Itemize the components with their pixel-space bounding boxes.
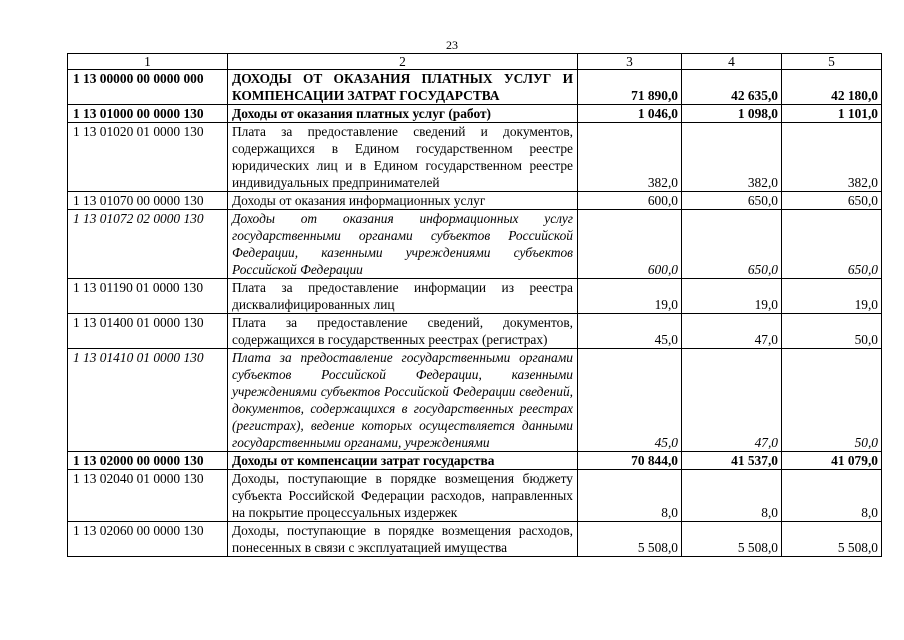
row-value-col-3: 71 890,0: [578, 70, 682, 105]
table-row: [68, 470, 882, 522]
row-value-col-3: 600,0: [578, 210, 682, 279]
table-row: [68, 522, 882, 557]
row-name: Плата за предоставление сведений, документов, содержащихся в государственных реестрах (регистрах): [228, 314, 578, 349]
table-row: [68, 279, 882, 314]
row-code: 1 13 01020 01 0000 130: [68, 123, 228, 192]
row-value-col-5: 5 508,0: [782, 522, 882, 557]
row-name: Доходы, поступающие в порядке возмещения расходов, понесенных в связи с эксплуатацией имущества: [228, 522, 578, 557]
table-row: [68, 314, 882, 349]
row-code: 1 13 01410 01 0000 130: [68, 349, 228, 452]
row-value-col-5: 50,0: [782, 349, 882, 452]
row-code: 1 13 01072 02 0000 130: [68, 210, 228, 279]
row-value-col-3: 600,0: [578, 192, 682, 210]
row-name: Доходы от компенсации затрат государства: [228, 452, 578, 470]
row-name: Плата за предоставление государственными органами субъектов Российской Федерации, казенными учреждениями субъектов Российской Федерации сведений, документов, содержащихся в государственных реестрах (регистрах), ведение которых осуществляется данными государственными органами, учреждениями: [228, 349, 578, 452]
page-number: 23: [446, 38, 458, 52]
row-value-col-4: 41 537,0: [682, 452, 782, 470]
header-col-3: 3: [578, 54, 682, 70]
revenue-table: [67, 53, 882, 557]
row-value-col-4: 1 098,0: [682, 105, 782, 123]
row-value-col-4: 42 635,0: [682, 70, 782, 105]
row-name: Доходы от оказания платных услуг (работ): [228, 105, 578, 123]
row-value-col-3: 5 508,0: [578, 522, 682, 557]
row-name: ДОХОДЫ ОТ ОКАЗАНИЯ ПЛАТНЫХ УСЛУГ И КОМПЕНСАЦИИ ЗАТРАТ ГОСУДАРСТВА: [228, 70, 578, 105]
row-value-col-5: 1 101,0: [782, 105, 882, 123]
row-value-col-5: 19,0: [782, 279, 882, 314]
table-row: [68, 452, 882, 470]
table-row: [68, 210, 882, 279]
table-row: [68, 123, 882, 192]
row-value-col-5: 50,0: [782, 314, 882, 349]
row-value-col-4: 8,0: [682, 470, 782, 522]
header-col-2: 2: [228, 54, 578, 70]
row-code: 1 13 00000 00 0000 000: [68, 70, 228, 105]
row-name: Доходы от оказания информационных услуг: [228, 192, 578, 210]
row-code: 1 13 01400 01 0000 130: [68, 314, 228, 349]
row-code: 1 13 02000 00 0000 130: [68, 452, 228, 470]
row-name: Доходы от оказания информационных услуг государственными органами субъектов Российской Федерации, казенными учреждениями субъектов Российской Федерации: [228, 210, 578, 279]
row-value-col-4: 650,0: [682, 210, 782, 279]
table-row: [68, 105, 882, 123]
row-name: Доходы, поступающие в порядке возмещения бюджету субъекта Российской Федерации расходов, направленных на покрытие процессуальных издержек: [228, 470, 578, 522]
row-value-col-3: 45,0: [578, 349, 682, 452]
row-value-col-5: 42 180,0: [782, 70, 882, 105]
row-name: Плата за предоставление информации из реестра дисквалифицированных лиц: [228, 279, 578, 314]
row-value-col-3: 382,0: [578, 123, 682, 192]
row-value-col-5: 41 079,0: [782, 452, 882, 470]
row-value-col-4: 382,0: [682, 123, 782, 192]
row-code: 1 13 02060 00 0000 130: [68, 522, 228, 557]
row-code: 1 13 02040 01 0000 130: [68, 470, 228, 522]
header-col-5: 5: [782, 54, 882, 70]
table-header-row: [68, 54, 882, 70]
row-code: 1 13 01000 00 0000 130: [68, 105, 228, 123]
row-value-col-3: 19,0: [578, 279, 682, 314]
table-row: [68, 192, 882, 210]
row-value-col-4: 5 508,0: [682, 522, 782, 557]
row-code: 1 13 01070 00 0000 130: [68, 192, 228, 210]
row-value-col-3: 45,0: [578, 314, 682, 349]
row-value-col-5: 8,0: [782, 470, 882, 522]
row-value-col-4: 19,0: [682, 279, 782, 314]
row-value-col-5: 650,0: [782, 210, 882, 279]
row-value-col-3: 8,0: [578, 470, 682, 522]
row-code: 1 13 01190 01 0000 130: [68, 279, 228, 314]
row-value-col-4: 47,0: [682, 349, 782, 452]
row-value-col-3: 1 046,0: [578, 105, 682, 123]
row-value-col-3: 70 844,0: [578, 452, 682, 470]
table-row: [68, 70, 882, 105]
row-value-col-4: 47,0: [682, 314, 782, 349]
row-value-col-5: 650,0: [782, 192, 882, 210]
header-col-4: 4: [682, 54, 782, 70]
row-value-col-4: 650,0: [682, 192, 782, 210]
row-name: Плата за предоставление сведений и документов, содержащихся в Едином государственном реестре юридических лиц и в Едином государственном реестре индивидуальных предпринимателей: [228, 123, 578, 192]
header-col-1: 1: [68, 54, 228, 70]
table-row: [68, 349, 882, 452]
row-value-col-5: 382,0: [782, 123, 882, 192]
